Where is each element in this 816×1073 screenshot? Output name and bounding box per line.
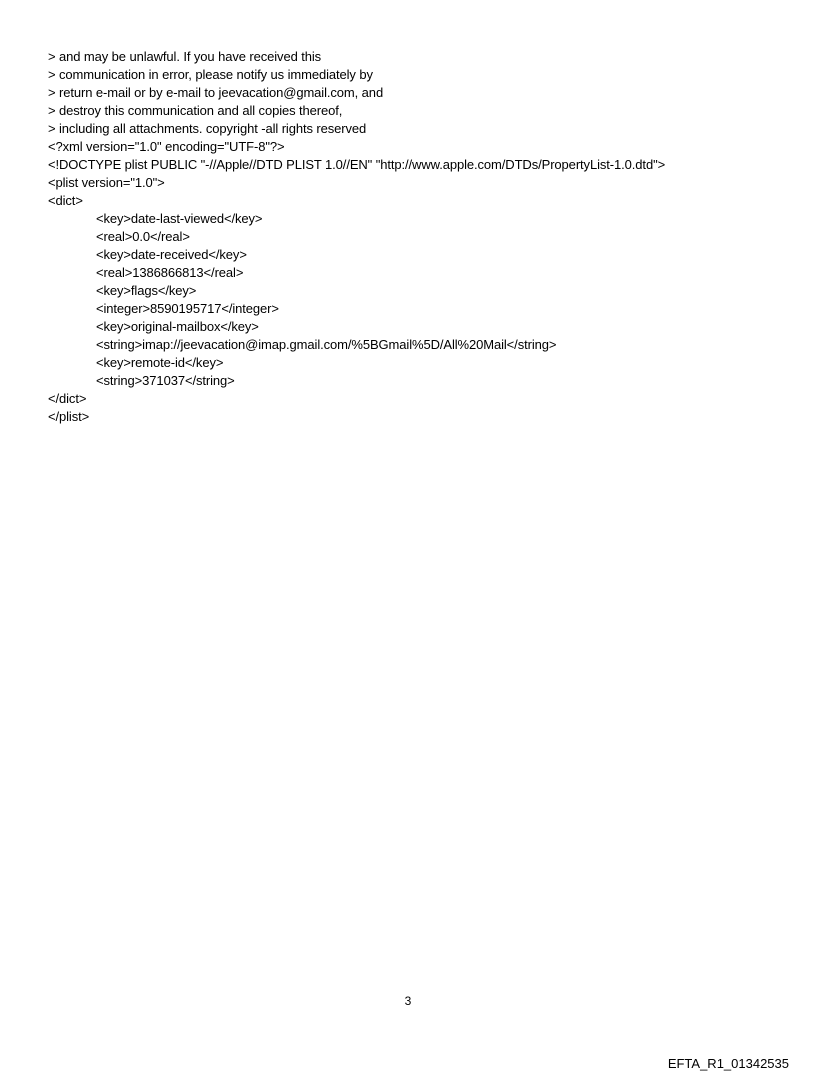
plist-value-line: <string>371037</string> [96,373,235,388]
plist-value-line: <integer>8590195717</integer> [96,301,279,316]
document-body [48,48,788,426]
dict-close-tag: </dict> [48,391,87,406]
dict-open-tag: <dict> [48,193,83,208]
email-quote-line: > destroy this communication and all copies thereof, [48,103,343,118]
plist-key-line: <key>remote-id</key> [96,355,224,370]
email-quote-line: > communication in error, please notify us immediately by [48,67,373,82]
email-quote-line: > including all attachments. copyright -all rights reserved [48,121,367,136]
plist-key-line: <key>date-last-viewed</key> [96,211,263,226]
plist-key-line: <key>date-received</key> [96,247,247,262]
page-number: 3 [404,994,412,1008]
plist-key-line: <key>flags</key> [96,283,197,298]
email-quote-line: > and may be unlawful. If you have received this [48,49,322,64]
document-id-stamp: EFTA_R1_01342535 [667,1056,789,1071]
xml-declaration: <?xml version="1.0" encoding="UTF-8"?> [48,139,285,154]
doctype-line: <!DOCTYPE plist PUBLIC "-//Apple//DTD PLIST 1.0//EN" "http://www.apple.com/DTDs/PropertyList-1.0.dtd"> [48,157,666,172]
plist-value-line: <string>imap://jeevacation@imap.gmail.com/%5BGmail%5D/All%20Mail</string> [96,337,557,352]
plist-key-line: <key>original-mailbox</key> [96,319,259,334]
plist-value-line: <real>1386866813</real> [96,265,244,280]
email-quote-line: > return e-mail or by e-mail to jeevacation@gmail.com, and [48,85,384,100]
plist-close-tag: </plist> [48,409,90,424]
plist-open-tag: <plist version="1.0"> [48,175,165,190]
plist-value-line: <real>0.0</real> [96,229,190,244]
